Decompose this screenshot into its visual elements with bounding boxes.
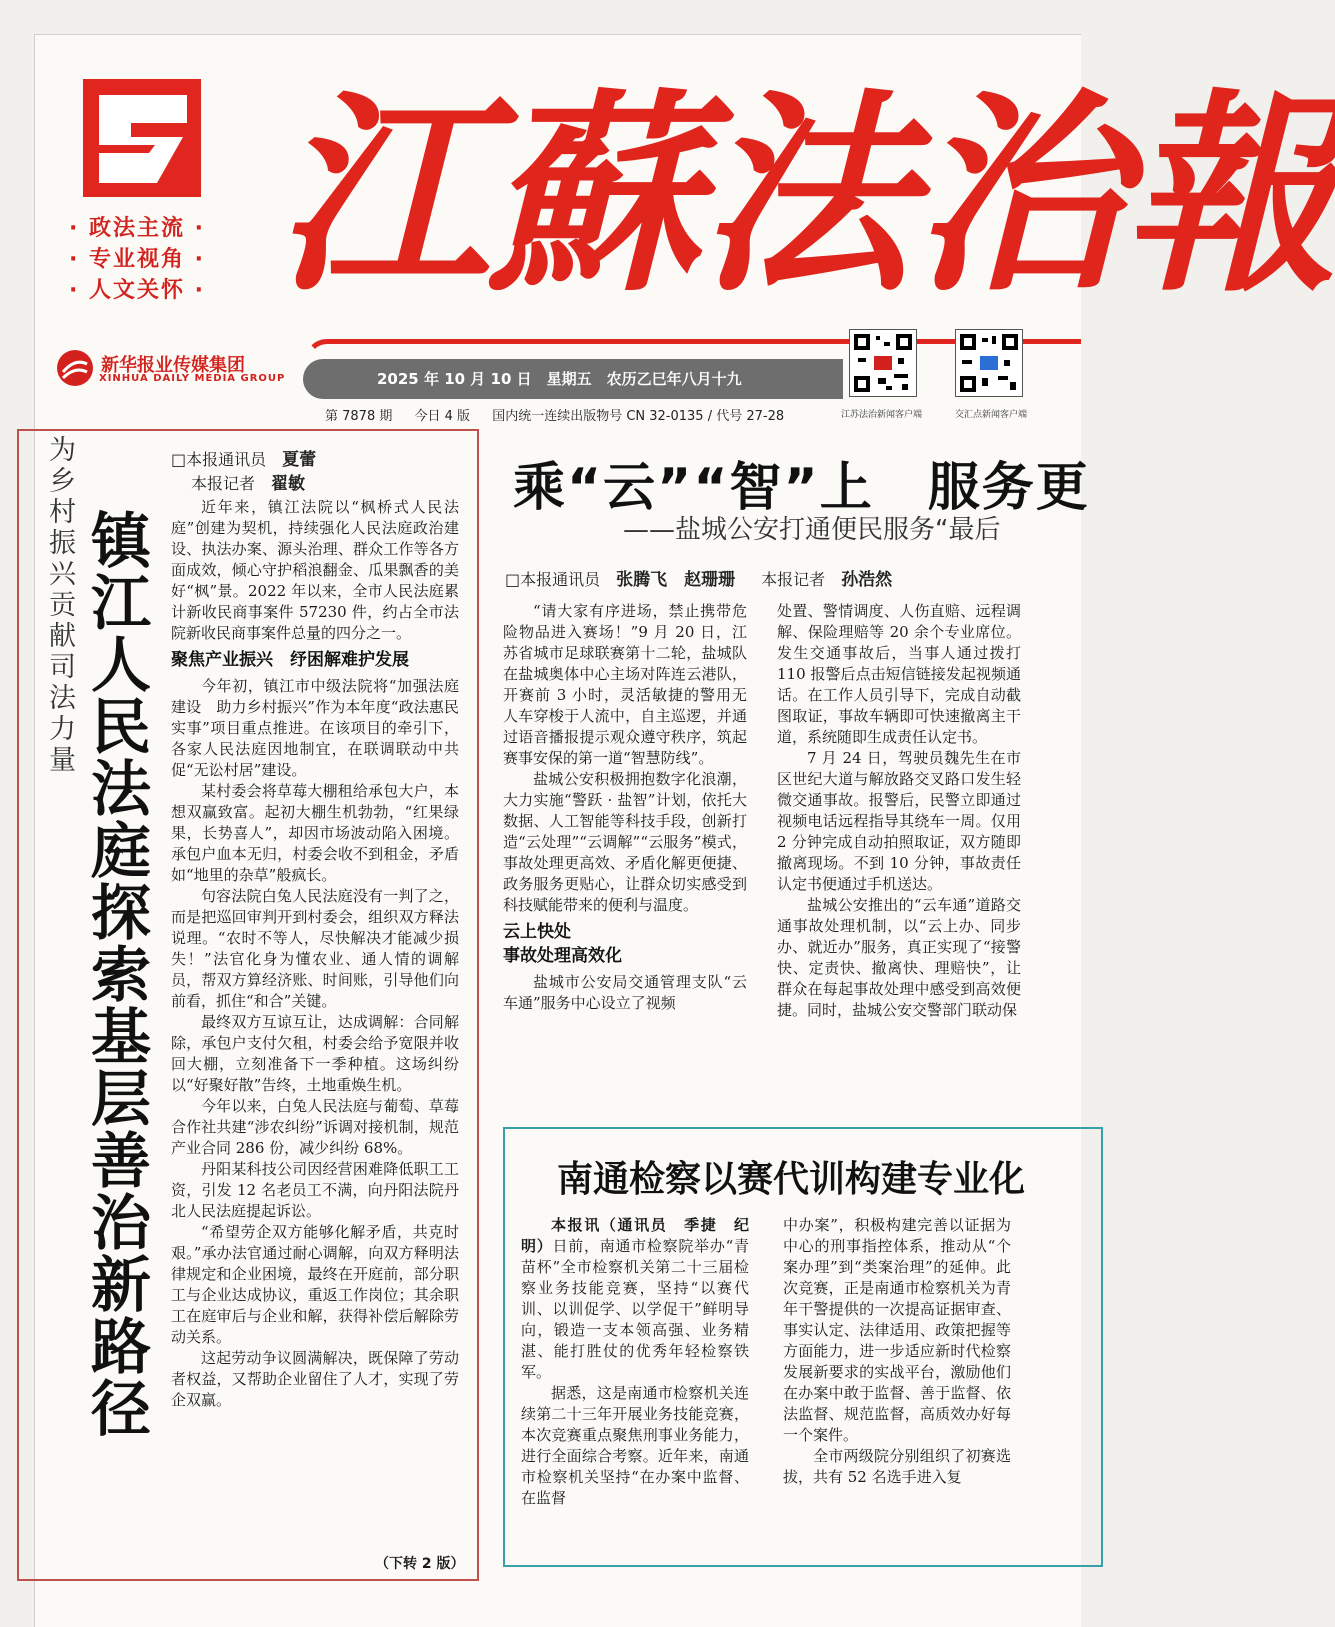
media-group-icon [55,348,95,388]
paragraph: 这起劳动争议圆满解决，既保障了劳动者权益，又帮助企业留住了人才，实现了劳企双赢。 [171,1349,459,1409]
lead-byline-1 [171,445,326,470]
logo-s-icon [83,79,201,197]
qr-code-icon[interactable] [955,329,1023,397]
paragraph: 某村委会将草莓大棚租给承包大户，本想双赢致富。起初大棚生机勃勃，“红果绿果，长势喜人”，却因市场波动陷入困境。承包户血本无归，村委会收不到租金，矛盾如“地里的杂草”般疯长。 [171,782,459,884]
right-byline [505,565,902,590]
right-subhead-1: 云上快处 [503,922,571,942]
newspaper-logo [83,79,201,197]
lead-headline: 镇江人民法庭探索基层善治新路径 [91,507,151,1445]
lead-subhead: 聚焦产业振兴 纾困解难护发展 [171,650,409,670]
paragraph: “希望劳企双方能够化解矛盾，共克时艰。”承办法官通过耐心调解，向双方释明法律规定和企业困境，最终在开庭前，部分职工与企业达成协议，重返工作岗位；其余职工在庭审后与企业和解，获得补偿后解除劳动关系。 [171,1223,459,1346]
media-group-name-en: XINHUA DAILY MEDIA GROUP [99,373,286,384]
nantong-lead-label: 本报讯（通讯员 季捷 纪明） [521,1216,749,1255]
right-headline: 乘“云”“智”上 服务更 [513,458,1090,518]
paragraph: 句容法院白兔人民法庭没有一判了之，而是把巡回审判开到村委会，组织双方释法说理。“农时不等人，尽快解决才能减少损失！”法官化身为懂农业、通人情的调解员，帮双方算经济账、时间账，引导他们向前看，抓住“和合”关键。 [171,887,459,1010]
paragraph: 盐城公安积极拥抱数字化浪潮，大力实施“警跃 · 盐智”计划，依托大数据、人工智能等科技手段，创新打造“云处理”“云调解”“云服务”模式，事故处理更高效、矛盾化解更便捷、政务服务更贴心，让群众切实感受到科技赋能带来的便利与温度。 [503,770,747,914]
issue-number: 第 7878 期 [325,409,393,424]
paragraph: 今年以来，白兔人民法庭与葡萄、草莓合作社共建“涉农纠纷”诉调对接机制，规范产业合同 286 份，减少纠纷 68%。 [171,1097,459,1157]
byline-label: □本报通讯员 [505,570,601,589]
right-subhead-2: 事故处理高效化 [503,946,622,966]
paragraph: 丹阳某科技公司因经营困难降低职工工资，引发 12 名老员工不满，向丹阳法院丹北人民法庭提起诉讼。 [171,1160,459,1220]
paragraph: 今年初，镇江市中级法院将“加强法庭建设 助力乡村振兴”作为本年度“政法惠民实事”项目重点推进。在该项目的牵引下，各家人民法庭因地制宜，在联调联动中共促“无讼村居”建设。 [171,677,459,779]
lead-byline-2 [191,469,315,494]
nantong-headline: 南通检察以赛代训构建专业化 [557,1159,1026,1200]
nantong-col-1 [521,1215,749,1545]
byline-label: 本报记者 [191,474,256,493]
paragraph-text: 日前，南通市检察院举办“青苗杯”全市检察机关第二十三届检察业务技能竞赛，坚持“以赛代训、以训促学、以学促干”鲜明导向，锻造一支本领高强、业务精湛、能打胜仗的优秀年轻检察铁军。 [521,1237,749,1381]
masthead-title-area [261,70,1335,329]
paragraph [521,1215,749,1383]
serial-number: 国内统一连续出版物号 CN 32-0135 / 代号 27-28 [492,409,785,424]
paragraph: 全市两级院分别组织了初赛选拔，共有 52 名选手进入复 [783,1447,1011,1486]
page-count: 今日 4 版 [414,409,471,424]
right-article-col-2 [777,601,1021,1117]
nantong-col-2 [783,1215,1011,1545]
byline-name: 孙浩然 [841,570,893,590]
lead-kicker: 为乡村振兴贡献司法力量 [49,435,76,776]
slogan-1: · 政法主流 · [69,216,206,241]
byline-name: 张腾飞 赵珊珊 [616,570,736,590]
paragraph: 据悉，这是南通市检察机关连续第二十三年开展业务技能竞赛，本次竞赛重点聚焦刑事业务能力，进行全面综合考察。近年来，南通市检察机关坚持“在办案中监督、在监督 [521,1384,749,1507]
newspaper-page [34,34,1335,1627]
byline-label: 本报记者 [761,570,826,589]
qr-caption-1: 江苏法治新闻客户端 [841,410,923,420]
media-group-logo [55,348,286,388]
right-subheadline: ——盐城公安打通便民服务“最后 [623,515,1001,545]
paragraph: 盐城市公安局交通管理支队“云车通”服务中心设立了视频 [503,973,747,1012]
date-band: 2025 年 10 月 10 日 星期五 农历乙巳年八月十九 [303,359,843,399]
right-article-col-1 [503,601,747,1117]
continued-note: （下转 2 版） [375,1556,465,1572]
issue-info [325,405,802,424]
slogan-3: · 人文关怀 · [69,278,206,303]
paragraph: 中办案”，积极构建完善以证据为中心的刑事指控体系，推动从“个案办理”到“类案治理”的延伸。此次竞赛，正是南通市检察机关为青年干警提供的一次提高证据审查、事实认定、法律适用、政策把握等方面能力，进一步适应新时代检察发展新要求的实战平台，激励他们在办案中敢于监督、善于监督、依法监督、规范监督，高质效办好每一个案件。 [783,1216,1011,1444]
masthead-title: 江蘇法治報 [275,70,1335,321]
byline-name: 翟敏 [271,474,306,494]
lead-article-body [171,497,459,1537]
byline-label: □本报通讯员 [171,450,267,469]
slogan-2: · 专业视角 · [69,247,206,272]
paragraph: 处置、警情调度、人伤直赔、远程调解、保险理赔等 20 余个专业席位。发生交通事故后，当事人通过拨打 110 报警后点击短信链接发起视频通话。在工作人员引导下，完成自动截图取证，事故车辆即可快速撤离主干道，系统随即生成责任认定书。 [777,602,1021,746]
qr-code-icon[interactable] [849,329,917,397]
byline-name: 夏蕾 [282,450,317,470]
paragraph: 盐城公安推出的“云车通”道路交通事故处理机制，以“云上办、同步办、就近办”服务，真正实现了“接警快、定责快、撤离快、理赔快”，让群众在每起事故处理中感受到高效便捷。同时，盐城公安交警部门联动保 [777,896,1021,1019]
paragraph: 最终双方互谅互让，达成调解：合同解除，承包户支付欠租，村委会给予宽限并收回大棚，立刻准备下一季种植。这场纠纷以“好聚好散”告终，土地重焕生机。 [171,1013,459,1094]
paragraph: 近年来，镇江法院以“枫桥式人民法庭”创建为契机，持续强化人民法庭政治建设、执法办案、源头治理、群众工作等各方面成效，倾心守护稻浪翻金、瓜果飘香的美好“枫”景。2022 年以来，全市人民法庭累计新收民商事案件 57230 件，约占全市法院新收民商事案件总量的四分之一。 [171,498,459,642]
paragraph: 7 月 24 日，驾驶员魏先生在市区世纪大道与解放路交叉路口发生轻微交通事故。报警后，民警立即通过视频电话远程指导其绕车一周。仅用 2 分钟完成自动拍照取证，双方随即撤离现场。不到 10 分钟，事故责任认定书便通过手机送达。 [777,749,1021,893]
qr-caption-2: 交汇点新闻客户端 [955,410,1028,420]
media-group-name: 新华报业传媒集团 [101,355,245,376]
paragraph: “请大家有序进场，禁止携带危险物品进入赛场！”9 月 20 日，江苏省城市足球联赛第十二轮，盐城队在盐城奥体中心主场对阵连云港队，开赛前 3 小时，灵活敏捷的警用无人车穿梭于人流中，自主巡逻，并通过语音播报提示观众遵守秩序，筑起赛事安保的第一道“智慧防线”。 [503,602,747,767]
slogans [69,213,205,306]
